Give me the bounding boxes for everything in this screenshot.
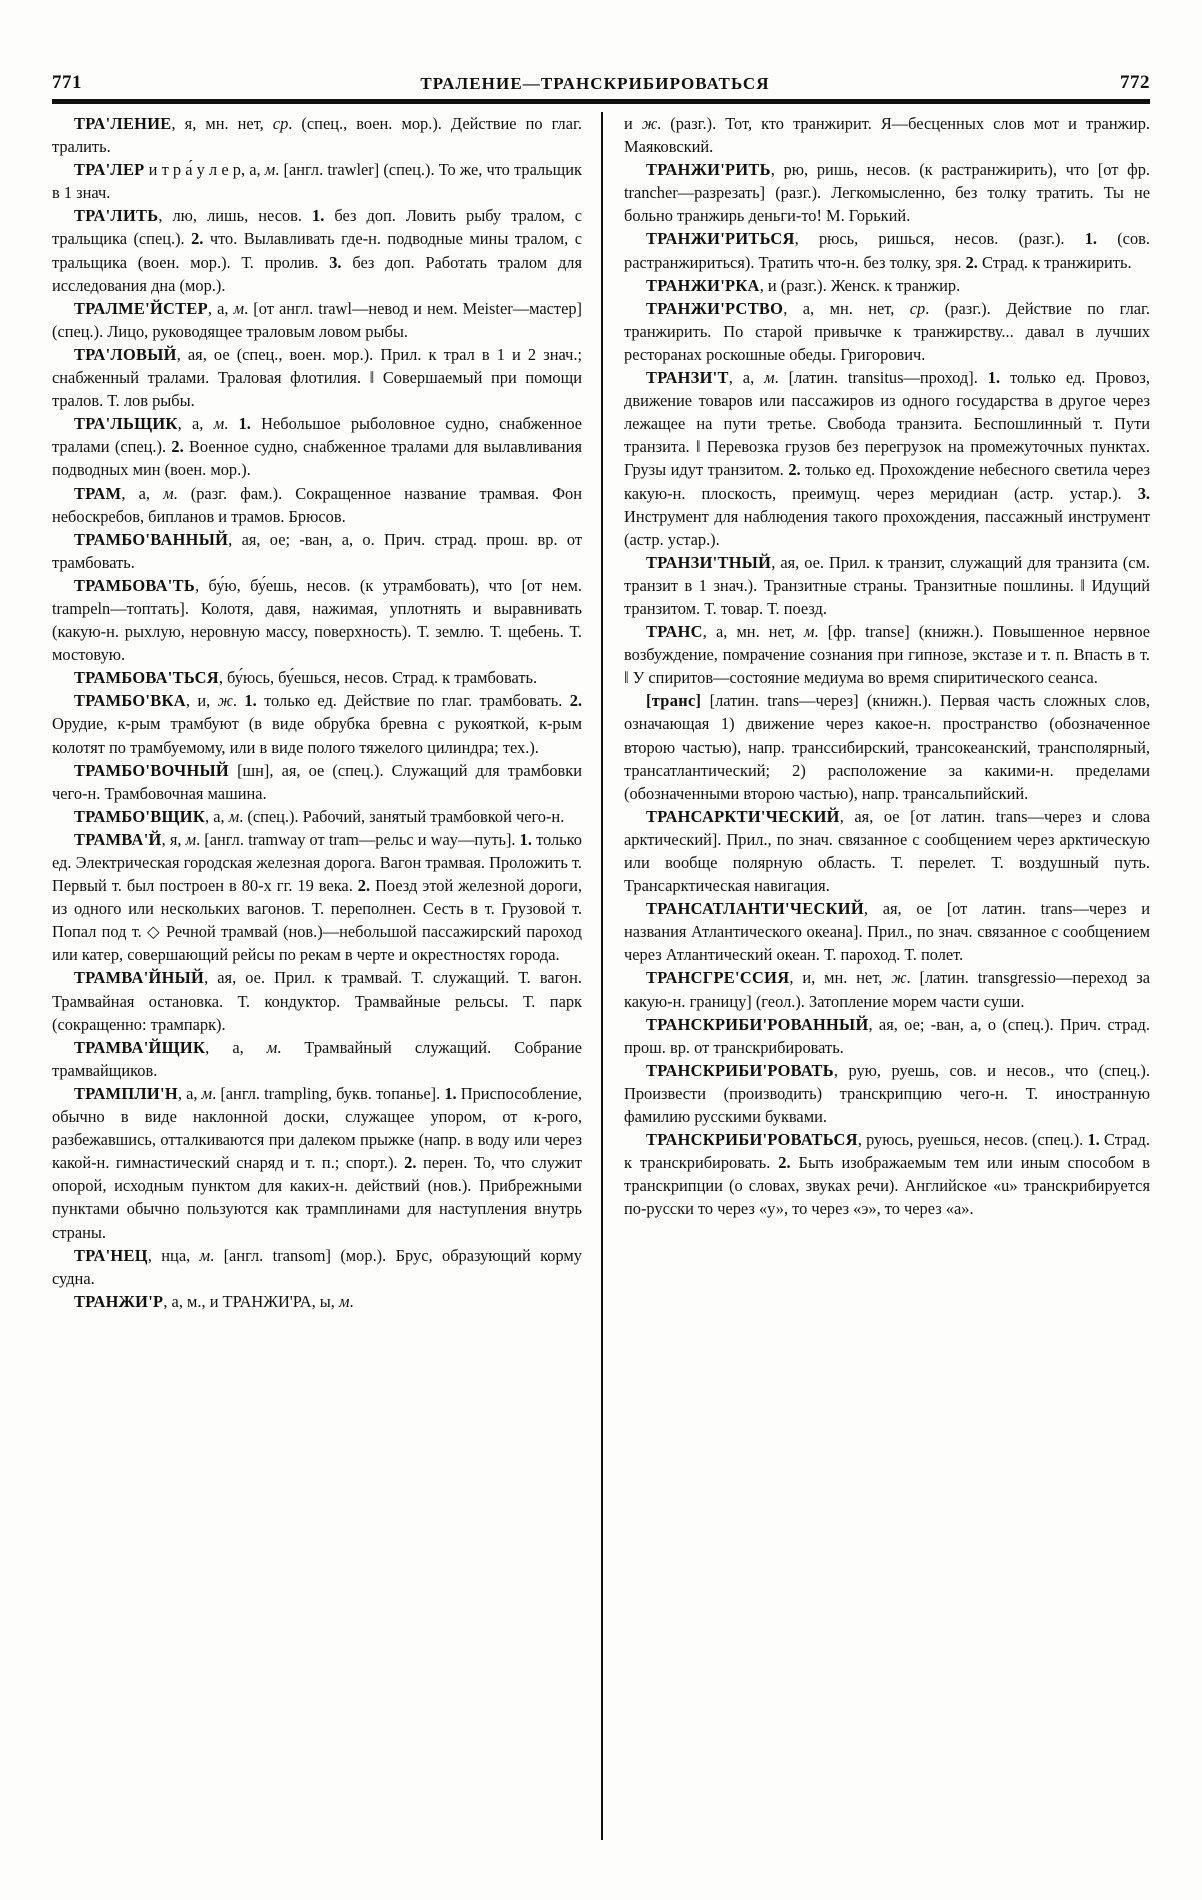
entry-body: , ая, ое; -ван, а, о (спец.). Прич. страд. прош. вр. от транскрибировать. (624, 1014, 1150, 1057)
dictionary-entry (52, 666, 582, 689)
column-container (52, 112, 1150, 1840)
entry-body: , а, м. [англ. trampling, букв. топанье]. 1. Приспособление, обычно в виде наклонной доски, служащее упором, от к-рого, разбежавшись, отталкиваются при далеком прыжке (напр. в воду или через какой-н. гимнастический снаряд и т. п.; спорт.). 2. перен. То, что служит опорой, исходным пунктом для каких-н. действий (нов.). Прибрежными пунктами обычно пользуются как трамплинами для наступления внутрь страны. (52, 1083, 583, 1242)
dictionary-entry (624, 805, 1150, 897)
dictionary-entry (624, 897, 1150, 966)
dictionary-entry (52, 759, 582, 805)
entry-body: и т р а́ у л е р, а, м. [англ. trawler] (спец.). То же, что тральщик в 1 знач. (52, 160, 583, 203)
entry-headword: ТРАМ (74, 483, 122, 503)
dictionary-entry (52, 343, 582, 412)
dictionary-entry (52, 112, 582, 158)
dictionary-entry (624, 112, 1150, 158)
entry-headword: ТРАНЖИ'РКА (646, 275, 760, 295)
dictionary-entry (52, 528, 582, 574)
entry-body: , а, м. (спец.). Рабочий, занятый трамбовкой чего-н. (205, 806, 565, 826)
entry-headword: ТРАМБОВА'ТЬ (74, 575, 195, 595)
folio-left: 771 (52, 72, 82, 93)
entry-body: [латин. trans—через] (книжн.). Первая часть сложных слов, означающая 1) движение через какое-н. пространство (обозначенное второю частью), напр. транссибирский, трансокеанский, трансполярный, трансатлантический; 2) расположение за какими-н. пределами (обозначенными второю частью), напр. трансальпийский. (624, 691, 1150, 803)
entry-headword: ТРАНЗИ'ТНЫЙ (646, 552, 772, 572)
dictionary-entry (52, 574, 582, 666)
entry-headword: ТРАНЖИ'РСТВО (646, 298, 784, 318)
entry-headword: ТРА'ЛЕНИЕ (74, 114, 172, 133)
entry-body: , ая, ое; -ван, а, о. Прич. страд. прош. вр. от трамбовать. (52, 529, 582, 572)
entry-body: , и (разг.). Женск. к транжир. (759, 275, 961, 295)
entry-headword: ТРАНЖИ'РИТЬСЯ (646, 229, 795, 249)
folio-right: 772 (1120, 72, 1150, 93)
entry-body: , руюсь, руешься, несов. (спец.). 1. Страд. к транскрибировать. 2. Быть изображаемым тем или иным способом в транскрипции (о словах, звуках речи). Английское «u» транскрибируется по-русски то через «у», то через «э», то через «а». (624, 1130, 1150, 1219)
entry-body: , ая, ое. Прил. к транзит, служащий для транзита (см. транзит в 1 знач.). Транзитные страны. Транзитные пошлины. ‖ Идущий транзитом. Т. товар. Т. поезд. (624, 552, 1150, 618)
entry-headword: ТРАМБОВА'ТЬСЯ (74, 668, 219, 688)
entry-body: , а, м. Трамвайный служащий. Собрание трамвайщиков. (52, 1037, 582, 1080)
entry-body: , я, м. [англ. tramway от tram—рельс и way—путь]. 1. только ед. Электрическая городская железная дорога. Вагон трамвая. Проложить т. Первый т. был построен в 80-х гг. 19 века. 2. Поезд этой железной дороги, из одного или нескольких вагонов. Т. переполнен. Сесть в т. Грузовой т. Попал под т. ◇ Речной трамвай (нов.)—небольшой пассажирский пароход или катер, совершающий рейсы по рекам в черте и окрестностях города. (52, 829, 582, 965)
column-right (601, 112, 1150, 1840)
dictionary-entry (52, 966, 582, 1035)
entry-headword: ТРАМБО'ВКА (74, 691, 186, 711)
entry-headword: ТРАНСАТЛАНТИ'ЧЕСКИЙ (646, 899, 864, 919)
entry-headword: [транс] (646, 691, 702, 711)
entry-headword: ТРАНЗИ'Т (646, 368, 729, 388)
entry-headword: ТРАМВА'ЙНЫЙ (74, 968, 205, 988)
entry-body: , а, мн. нет, м. [фр. transe] (книжн.). Повышенное нервное возбуждение, помрачение сознания при гипнозе, экстазе и т. п. Впасть в т. ‖ У спиритов—состояние медиума во время спиритического сеанса. (624, 622, 1150, 688)
entry-body: [шн], ая, ое (спец.). Служащий для трамбовки чего-н. Трамбовочная машина. (52, 760, 582, 803)
entry-headword: ТРА'НЕЦ (74, 1245, 148, 1265)
dictionary-entry (52, 204, 582, 296)
dictionary-entry (52, 482, 582, 528)
dictionary-entry (624, 297, 1150, 366)
dictionary-entry (52, 412, 582, 481)
entry-headword: ТРАЛМЕ'ЙСТЕР (74, 298, 208, 318)
entry-headword: ТРАМВА'Й (74, 829, 162, 849)
dictionary-entry (624, 966, 1150, 1012)
entry-headword: ТРАНСКРИБИ'РОВАТЬСЯ (646, 1130, 858, 1150)
entry-body: , и, мн. нет, ж. [латин. transgressio—переход за какую-н. границу] (геол.). Затопление морем части суши. (624, 968, 1150, 1011)
entry-headword: ТРАМБО'ВЩИК (74, 806, 206, 826)
entry-headword: ТРА'ЛИТЬ (74, 206, 159, 226)
entry-headword: ТРАМБО'ВОЧНЫЙ (74, 760, 229, 780)
entry-body: , а, м. [от англ. trawl—невод и нем. Meister—мастер] (спец.). Лицо, руководящее траловым ловом рыбы. (52, 298, 583, 341)
dictionary-entry (52, 828, 582, 967)
header-rule (52, 99, 1150, 104)
dictionary-entry (624, 158, 1150, 227)
dictionary-entry (52, 1082, 582, 1244)
entry-body: и ж. (разг.). Тот, кто транжирит. Я—бесценных слов мот и транжир. Маяковский. (624, 114, 1150, 157)
entry-headword: ТРА'ЛЬЩИК (74, 414, 178, 434)
running-title: ТРАЛЕНИЕ—ТРАНСКРИБИРОВАТЬСЯ (420, 74, 770, 93)
entry-body: , а, м. (разг. фам.). Сокращенное название трамвая. Фон небоскребов, бипланов и трамов. Брюсов. (52, 483, 583, 526)
entry-headword: ТРАМВА'ЙЩИК (74, 1037, 206, 1057)
column-left (52, 112, 601, 1840)
entry-headword: ТРА'ЛЕР (74, 160, 145, 180)
dictionary-entry (52, 297, 582, 343)
entry-body: , а, м. [латин. transitus—проход]. 1. только ед. Провоз, движение товаров или пассажиров из одного государства в другое через лежащее на пути третье. Свобода транзита. Беспошлинный т. Пути транзита. ‖ Перевозка грузов без перегрузок на промежуточных пунктах. Грузы идут транзитом. 2. только ед. Прохождение небесного светила через какую-н. плоскость, преимущ. через меридиан (астр. устар.). 3. Инструмент для наблюдения такого прохождения, пассажный инструмент (астр. устар.). (624, 368, 1150, 549)
dictionary-entry (52, 1290, 582, 1313)
entry-headword: ТРАНЖИ'РИТЬ (646, 160, 771, 180)
dictionary-entry (52, 1036, 582, 1082)
entry-body: , я, мн. нет, ср. (спец., воен. мор.). Действие по глаг. тралить. (52, 114, 582, 157)
dictionary-entry (52, 1244, 582, 1290)
dictionary-entry (624, 689, 1150, 804)
dictionary-entry (624, 1059, 1150, 1128)
entry-headword: ТРАНСКРИБИ'РОВАННЫЙ (646, 1014, 869, 1034)
entry-body: , лю, лишь, несов. 1. без доп. Ловить рыбу тралом, с тральщика (спец.). 2. что. Вылавливать где-н. подводные мины тралом, с тральщика (воен. мор.). Т. пролив. 3. без доп. Работать тралом для исследования дна (мор.). (52, 206, 583, 295)
dictionary-entry (624, 274, 1150, 297)
entry-headword: ТРАНСКРИБИ'РОВАТЬ (646, 1060, 834, 1080)
dictionary-entry (624, 227, 1150, 273)
entry-headword: ТРА'ЛОВЫЙ (74, 344, 177, 364)
dictionary-entry (52, 805, 582, 828)
dictionary-entry (52, 689, 582, 758)
dictionary-entry (624, 620, 1150, 689)
running-head (52, 58, 1150, 92)
entry-body: , ая, ое [от латин. trans—через и названия Атлантического океана]. Прил., по знач. связанное с сообщением через Атлантический океан. Т. пароход. Т. полет. (624, 899, 1150, 965)
dictionary-entry (624, 366, 1150, 551)
entry-body: , бу́юсь, бу́ешься, несов. Страд. к трамбовать. (218, 668, 538, 688)
entry-headword: ТРАНСГРЕ'ССИЯ (646, 968, 790, 988)
entry-body: , ая, ое. Прил. к трамвай. Т. служащий. Т. вагон. Трамвайная остановка. Т. кондуктор. Трамвайные рельсы. Т. парк (сокращенно: трампарк). (52, 968, 582, 1034)
dictionary-entry (624, 1013, 1150, 1059)
entry-body: , и, ж. 1. только ед. Действие по глаг. трамбовать. 2. Орудие, к-рым трамбуют (в виде обрубка бревна с рукояткой, к-рым колотят по трамбуемому, или в виде полого тяжелого цилиндра; тех.). (52, 691, 582, 757)
entry-headword: ТРАНЖИ'Р (74, 1291, 164, 1311)
dictionary-entry (624, 551, 1150, 620)
dictionary-entry (624, 1128, 1150, 1220)
entry-body: , рую, руешь, сов. и несов., что (спец.). Произвести (производить) транскрипцию чего-н. Т. иностранную фамилию русскими буквами. (624, 1060, 1150, 1127)
entry-body: , рю, ришь, несов. (к растранжирить), что [от фр. trancher—разрезать] (разг.). Легкомысленно, без толку тратить. Ты не больно транжирь деньги-то! М. Горький. (624, 160, 1150, 226)
entry-body: , рюсь, ришься, несов. (разг.). 1. (сов. растранжириться). Тратить что-н. без толку, зря. 2. Страд. к транжирить. (624, 229, 1150, 272)
entry-headword: ТРАНСАРКТИ'ЧЕСКИЙ (646, 806, 840, 826)
entry-body: , бу́ю, бу́ешь, несов. (к утрамбовать), что [от нем. trampeln—топтать]. Колотя, давя, нажимая, уплотнять и выравнивать (какую-н. рыхлую, неровную массу, поверхность). Т. землю. Т. щебень. Т. мостовую. (52, 575, 582, 665)
entry-body: , ая, ое [от латин. trans—через и слова арктический]. Прил., по знач. связанное с сообщением через арктическую или вообще полярную область. Т. перелет. Т. воздушный путь. Трансарктическая навигация. (624, 806, 1150, 896)
dictionary-entry (52, 158, 582, 204)
entry-headword: ТРАМПЛИ'Н (74, 1083, 178, 1103)
entry-body: , нца, м. [англ. transom] (мор.). Брус, образующий корму судна. (52, 1245, 582, 1288)
entry-body: , а, мн. нет, ср. (разг.). Действие по глаг. транжирить. По старой привычке к транжирству... давал в лучших ресторанах роскошные обеды. Григорович. (624, 298, 1150, 364)
entry-body: , ая, ое (спец., воен. мор.). Прил. к трал в 1 и 2 знач.; снабженный тралами. Траловая флотилия. ‖ Совершаемый при помощи тралов. Т. лов рыбы. (52, 344, 582, 411)
entry-headword: ТРАНС (646, 622, 703, 642)
entry-headword: ТРАМБО'ВАННЫЙ (74, 529, 229, 549)
entry-body: , а, м., и ТРАНЖИ'РА, ы, м. (163, 1291, 354, 1311)
entry-body: , а, м. 1. Небольшое рыболовное судно, снабженное тралами (спец.). 2. Военное судно, снабженное тралами для вылавливания подводных мин (воен. мор.). (52, 414, 583, 480)
